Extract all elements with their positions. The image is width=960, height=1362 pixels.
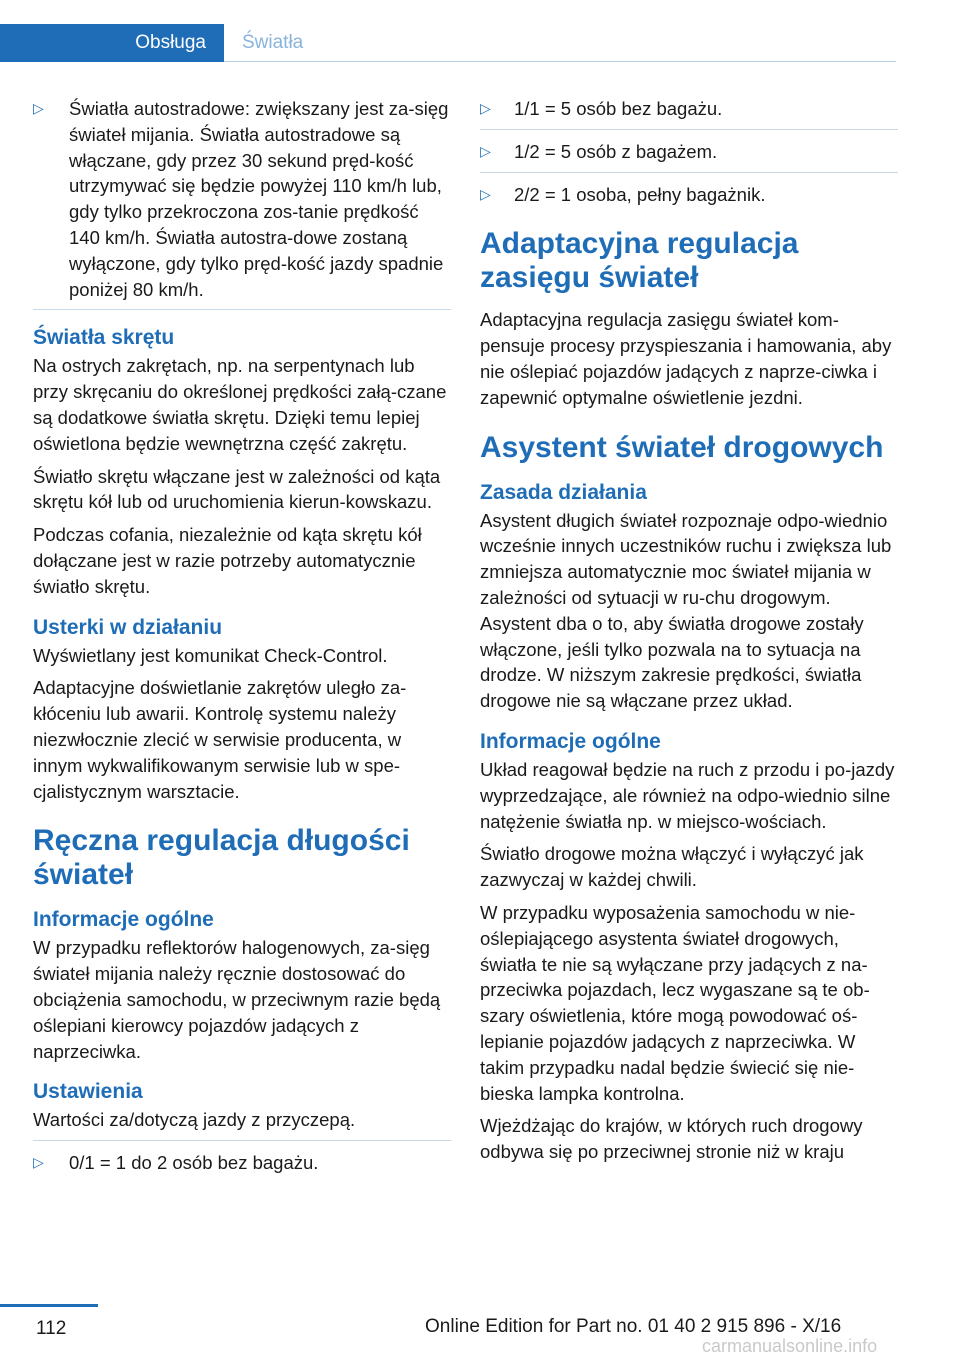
paragraph: Wartości za/dotyczą jazdy z przyczepą.	[33, 1109, 356, 1131]
left-column	[33, 96, 451, 1183]
heading-faults: Usterki w działaniu	[33, 615, 223, 639]
header-rule	[224, 61, 896, 62]
page-header	[0, 24, 960, 62]
paragraph: Wjeżdżając do krajów, w których ruch drogowy odbywa się po przeciwnej stronie niż w kraju	[480, 1115, 863, 1163]
list-item: ▷ 2/2 = 1 osoba, pełny bagażnik.	[480, 182, 898, 208]
section-tab: Obsługa	[0, 24, 224, 62]
heading-principle: Zasada działania	[480, 480, 647, 504]
paragraph: Światło drogowe można włączyć i wyłączyć jak zazwyczaj w każdej chwili.	[480, 843, 864, 891]
edition-text: Online Edition for Part no. 01 40 2 915 896 - X/16	[425, 1316, 842, 1337]
paragraph: W przypadku wyposażenia samochodu w nie‐oślepiającego asystenta świateł drogowych, światła te nie są wyłączane przy jadących z na‐przeciwka pojazdach, lecz wygaszane są te ob‐szary oświetlenia, które mogą powodować oś‐lepianie pojazdów jadących z naprzeciwka. W takim przypadku nadal będzie świecić się nie‐bieska lampka kontrolna.	[480, 901, 870, 1104]
page-number: 112	[36, 1318, 67, 1339]
paragraph: Adaptacyjna regulacja zasięgu świateł kom‐pensuje procesy przyspieszania i hamowania, aby nie oślepiać pojazdów jadących z naprze‐ciwka i zapewnić optymalne oświetlenie jezdni.	[480, 309, 892, 408]
subsection-tab: Światła	[242, 32, 304, 53]
list-divider	[480, 129, 898, 130]
list-divider	[480, 172, 898, 173]
footer-rule	[0, 1304, 98, 1307]
paragraph: Wyświetlany jest komunikat Check-Control.	[33, 644, 388, 666]
heading-general-info: Informacje ogólne	[33, 908, 214, 932]
paragraph: Adaptacyjne doświetlanie zakrętów uległo za‐kłóceniu lub awarii. Kontrolę systemu należy niezwłocznie zlecić w serwisie producenta, w innym wykwalifikowanym serwisie lub w spe‐cjalistycznym warsztacie.	[33, 677, 407, 802]
list-divider	[33, 1140, 451, 1141]
paragraph: Układ reagował będzie na ruch z przodu i po‐jazdy wyprzedzające, ale również na odpo‐wiednio silne natężenie światła np. w miejsco‐wościach.	[480, 758, 895, 832]
list-item: ▷ 1/1 = 5 osób bez bagażu.	[480, 96, 898, 122]
heading-general-info: Informacje ogólne	[480, 729, 661, 753]
watermark: carmanualsonline.info	[702, 1336, 878, 1356]
paragraph: Na ostrych zakrętach, np. na serpentynach lub przy skręcaniu do określonej prędkości załą‐czane są dodatkowe światła skrętu. Dzięki temu lepiej oświetlona będzie wewnętrzna część zakrętu.	[33, 355, 447, 454]
right-column	[480, 96, 898, 1172]
paragraph: Asystent długich świateł rozpoznaje odpo‐wiednio wcześnie innych uczestników ruchu i zwiększa lub zmniejsza automatycznie moc świateł mijania w zależności od sytuacji w ru‐chu drogowym. Asystent dba o to, aby światła drogowe zostały włączone, jeśli tylko pozwala na to sytuacja na drodze. W niższym zakresie prędkości, światła drogowe nie są włączane przez układ.	[480, 509, 892, 712]
heading-high-beam-assistant: Asystent świateł drogowych	[480, 430, 884, 464]
heading-turn-lights: Światła skrętu	[33, 326, 175, 350]
list-item: ▷ Światła autostradowe: zwiększany jest za‐sięg świateł mijania. Światła autostradowe są włączane, gdy przez 30 sekund pręd‐kość utrzymywać się będzie powyżej 110 km/h lub, gdy tylko przekroczona zos‐tanie prędkość 140 km/h. Światła autostra‐dowe zostaną wyłączone, gdy tylko pręd‐kość jazdy spadnie poniżej 80 km/h.	[33, 96, 451, 302]
heading-manual-range: Ręczna regulacja długości świateł	[33, 824, 410, 892]
list-item: ▷ 1/2 = 5 osób z bagażem.	[480, 139, 898, 165]
paragraph: W przypadku reflektorów halogenowych, za‐sięg świateł mijania należy ręcznie dostosować do obciążenia samochodu, w przeciwnym razie będą oślepiani kierowcy pojazdów jadących z naprzeciwka.	[33, 937, 441, 1062]
paragraph: Światło skrętu włączane jest w zależności od kąta skrętu kół lub od uruchomienia kierun‐kowskazu.	[33, 465, 441, 513]
heading-settings: Ustawienia	[33, 1080, 143, 1104]
heading-adaptive-range: Adaptacyjna regulacja zasięgu świateł	[480, 227, 799, 295]
list-item: ▷ 0/1 = 1 do 2 osób bez bagażu.	[33, 1150, 451, 1176]
list-divider	[33, 309, 451, 310]
paragraph: Podczas cofania, niezależnie od kąta skrętu kół dołączane jest w razie potrzeby automatycznie światło skrętu.	[33, 524, 422, 597]
